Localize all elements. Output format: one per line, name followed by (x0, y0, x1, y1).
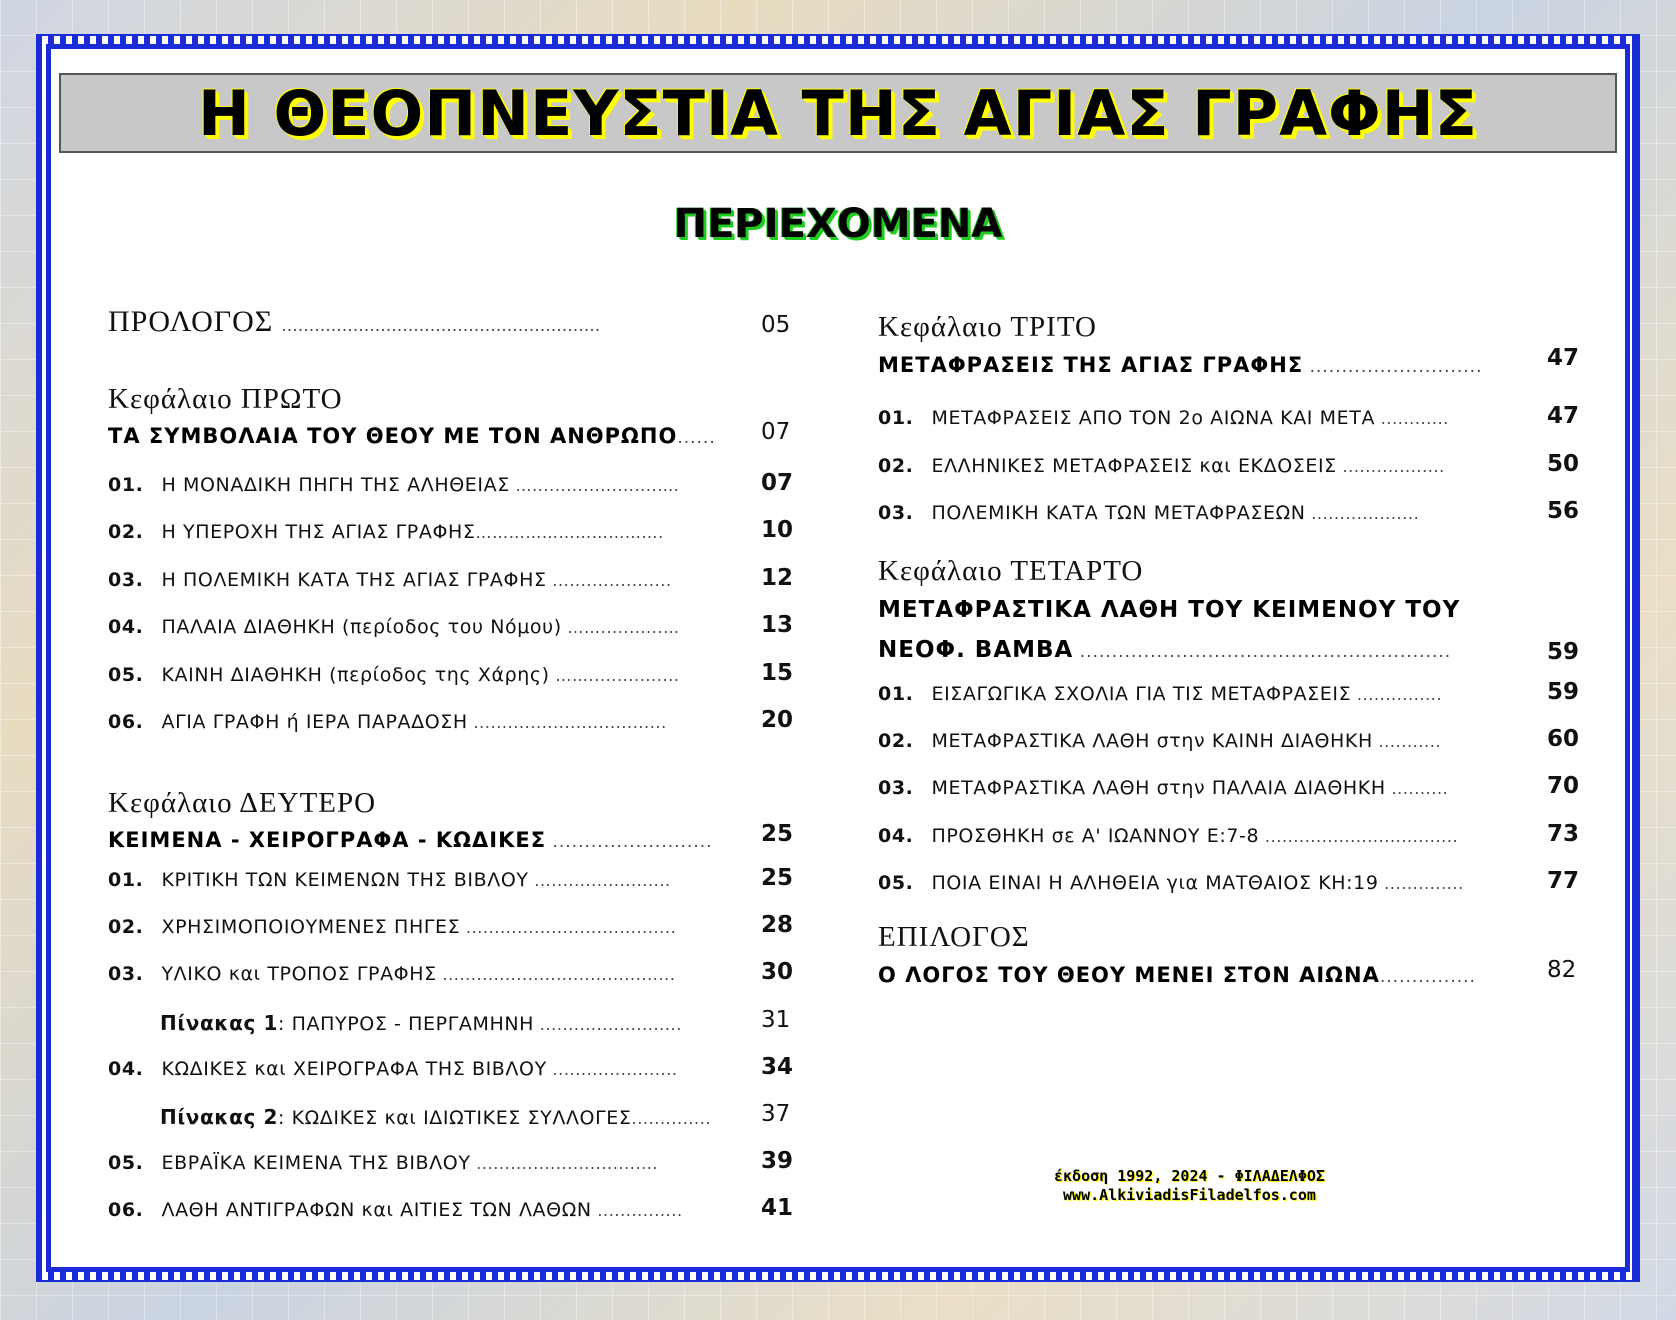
entry-dots: ............... (591, 1201, 683, 1221)
prologue-label: ΠΡΟΛΟΓΟΣ (108, 305, 274, 338)
entry-dots: .......... (1385, 779, 1449, 799)
entry-number: 02. (878, 730, 914, 753)
title-banner (59, 73, 1617, 153)
toc-entry (108, 1199, 683, 1221)
toc-entry (878, 777, 1448, 799)
entry-dots: .............. (631, 1109, 712, 1128)
chapter2-subtitle-text: ΚΕΙΜΕΝΑ - ΧΕΙΡΟΓΡΑΦΑ - ΚΩΔΙΚΕΣ (108, 828, 547, 852)
chapter3-subtitle-page: 47 (1547, 345, 1580, 371)
chapter1-subtitle-dots: ...... (677, 428, 716, 448)
entry-page: 77 (1547, 867, 1580, 894)
entry-dots: ......................................... (436, 965, 676, 985)
toc-entry (878, 730, 1441, 752)
content-area (48, 46, 1628, 1270)
entry-title: ΕΒΡΑΪΚΑ ΚΕΙΜΕΝΑ ΤΗΣ ΒΙΒΛΟΥ (161, 1152, 471, 1175)
entry-dots: ...................... (546, 1059, 678, 1079)
entry-title: ΑΓΙΑ ΓΡΑΦΗ ή ΙΕΡΑ ΠΑΡΑΔΟΣΗ (161, 711, 468, 733)
toc-entry (108, 916, 676, 938)
chapter1-heading: Κεφάλαιο ΠΡΩΤΟ (108, 383, 343, 415)
entry-number: 06. (108, 1199, 144, 1222)
entry-page: 30 (761, 959, 794, 986)
entry-page: 13 (761, 612, 794, 639)
entry-number: 03. (878, 502, 914, 524)
toc-entry (878, 825, 1458, 847)
chapter4-subtitle-text: ΝΕΟΦ. ΒΑΜΒΑ (878, 637, 1074, 663)
entry-page: 73 (1547, 820, 1580, 847)
chapter2-subtitle-page: 25 (761, 821, 794, 847)
entry-title: Η ΠΟΛΕΜΙΚΗ ΚΑΤΑ ΤΗΣ ΑΓΙΑΣ ΓΡΑΦΗΣ (161, 568, 547, 591)
entry-title: ΥΛΙΚΟ και ΤΡΟΠΟΣ ΓΡΑΦΗΣ (161, 963, 437, 986)
entry-dots: ........................ (528, 871, 671, 890)
entry-page: 39 (761, 1148, 794, 1175)
chapter1-subtitle (108, 424, 716, 448)
entry-page: 59 (1547, 679, 1580, 705)
entry-title: Η ΥΠΕΡΟΧΗ ΤΗΣ ΑΓΙΑΣ ΓΡΑΦΗΣ (161, 521, 476, 544)
page-title: Η ΘΕΟΠΝΕΥΣΤΙΑ ΤΗΣ ΑΓΙΑΣ ΓΡΑΦΗΣ (197, 76, 1479, 150)
entry-title: ΠΟΙΑ ΕΙΝΑΙ Η ΑΛΗΘΕΙΑ για ΜΑΤΘΑΙΟΣ ΚΗ:19 (931, 871, 1379, 894)
entry-title: ΜΕΤΑΦΡΑΣΕΙΣ ΑΠΟ ΤΟΝ 2ο ΑΙΩΝΑ ΚΑΙ ΜΕΤΑ (931, 407, 1376, 429)
chapter1-subtitle-page: 07 (761, 419, 791, 445)
entry-number: 01. (108, 474, 144, 496)
chapter3-heading: Κεφάλαιο ΤΡΙΤΟ (878, 311, 1097, 343)
entry-page: 28 (761, 912, 794, 939)
toc-entry (108, 1058, 678, 1080)
toc-entry (108, 616, 680, 638)
entry-number: 04. (108, 616, 144, 639)
entry-page: 31 (761, 1006, 791, 1033)
toc-entry (878, 872, 1464, 894)
entry-number: 03. (108, 568, 144, 591)
entry-number: 04. (108, 1057, 144, 1080)
toc-entry (108, 474, 680, 496)
toc-entry (160, 1011, 682, 1035)
chapter4-heading: Κεφάλαιο ΤΕΤΑΡΤΟ (878, 555, 1144, 587)
entry-number: 02. (878, 454, 914, 477)
entry-dots: ..................... (546, 570, 672, 590)
entry-title: ΠΟΛΕΜΙΚΗ ΚΑΤΑ ΤΩΝ ΜΕΤΑΦΡΑΣΕΩΝ (931, 502, 1306, 524)
entry-page: 25 (761, 865, 794, 891)
toc-entry (108, 1152, 658, 1174)
entry-page: 60 (1547, 726, 1580, 753)
entry-page: 50 (1547, 450, 1580, 477)
entry-title: ΜΕΤΑΦΡΑΣΤΙΚΑ ΛΑΘΗ στην ΠΑΛΑΙΑ ΔΙΑΘΗΚΗ (931, 777, 1386, 800)
entry-page: 37 (761, 1101, 791, 1127)
toc-entry (878, 455, 1445, 477)
entry-page: 47 (1547, 403, 1580, 429)
entry-title: ΠΡΟΣΘΗΚΗ σε Α' ΙΩΑΝΝΟΥ Ε:7-8 (931, 824, 1260, 847)
prologue-page: 05 (761, 312, 791, 338)
entry-dots: ......................... (534, 1014, 682, 1034)
entry-title: ΜΕΤΑΦΡΑΣΤΙΚΑ ΛΑΘΗ στην ΚΑΙΝΗ ΔΙΑΘΗΚΗ (931, 730, 1373, 753)
chapter2-subtitle (108, 828, 713, 852)
entry-page: 07 (761, 470, 794, 496)
entry-dots: ............... (1351, 685, 1443, 704)
website-text: www.AlkiviadisFiladelfos.com (1063, 1186, 1316, 1204)
entry-page: 56 (1547, 498, 1580, 524)
chapter3-subtitle-text: ΜΕΤΑΦΡΑΣΕΙΣ ΤΗΣ ΑΓΙΑΣ ΓΡΑΦΗΣ (878, 353, 1304, 377)
entry-title: Η ΜΟΝΑΔΙΚΗ ΠΗΓΗ ΤΗΣ ΑΛΗΘΕΙΑΣ (161, 474, 510, 496)
toc-entry (108, 569, 672, 591)
entry-dots: .................. (1336, 456, 1445, 476)
entry-dots: .................................. (1259, 826, 1459, 846)
toc-entry (108, 711, 667, 733)
toc-entry (160, 1105, 711, 1129)
chapter2-heading: Κεφάλαιο ΔΕΥΤΕΡΟ (108, 787, 377, 819)
chapter1-subtitle-text: ΤΑ ΣΥΜΒΟΛΑΙΑ ΤΟΥ ΘΕΟΥ ΜΕ ΤΟΝ ΑΝΘΡΩΠΟ (108, 424, 678, 448)
entry-number: 02. (108, 521, 144, 544)
footer-credits (1054, 1167, 1325, 1205)
entry-title: ΧΡΗΣΙΜΟΠΟΙΟΥΜΕΝΕΣ ΠΗΓΕΣ (161, 916, 461, 939)
entry-page: 10 (761, 517, 794, 544)
entry-page: 41 (761, 1195, 794, 1222)
entry-page: 34 (761, 1053, 794, 1080)
epilogue-subtitle-dots: ............... (1379, 967, 1476, 987)
entry-number: 04. (878, 824, 914, 847)
entry-dots: .............. (1378, 873, 1464, 893)
table-label: Πίνακας 1 (160, 1010, 278, 1035)
entry-number: 03. (878, 777, 914, 800)
entry-title: ΚΩΔΙΚΕΣ και ΧΕΙΡΟΓΡΑΦΑ ΤΗΣ ΒΙΒΛΟΥ (161, 1057, 547, 1080)
epilogue-heading: ΕΠΙΛΟΓΟΣ (878, 921, 1030, 953)
entry-number: 01. (878, 407, 914, 429)
entry-dots: ................... (1305, 504, 1420, 523)
prologue-dots: .......................................................... (281, 315, 601, 335)
entry-dots: …......................…. (509, 476, 680, 495)
prologue-entry (108, 305, 601, 339)
chapter4-subtitle-page: 59 (1547, 639, 1580, 665)
entry-number: 05. (108, 663, 144, 686)
entry-title: : ΠΑΠΥΡΟΣ - ΠΕΡΓΑΜΗΝΗ (277, 1012, 535, 1035)
entry-dots: ……………………………. (475, 523, 664, 543)
chapter4-subtitle-line2 (878, 637, 1451, 663)
entry-title: ΚΡΙΤΙΚΗ ΤΩΝ ΚΕΙΜΕΝΩΝ ΤΗΣ ΒΙΒΛΟΥ (161, 869, 529, 891)
contents-heading: ΠΕΡΙΕΧΟΜΕΝΑ (673, 201, 1003, 247)
entry-page: 15 (761, 659, 794, 686)
entry-page: 12 (761, 564, 794, 591)
toc-entry (108, 664, 680, 686)
chapter4-subtitle-dots: .......................................................... (1073, 642, 1452, 662)
toc-entry (878, 683, 1442, 705)
table-label: Πίνακας 2 (160, 1105, 278, 1129)
toc-entry (878, 502, 1419, 524)
chapter3-subtitle-dots: ........................... (1303, 357, 1483, 377)
toc-entry (108, 869, 671, 891)
entry-dots: ……................ (549, 665, 680, 685)
entry-number: 01. (108, 869, 144, 891)
toc-entry (878, 407, 1449, 429)
entry-dots: ..................................... (460, 918, 677, 938)
entry-number: 05. (108, 1152, 144, 1175)
entry-title: ΠΑΛΑΙΑ ΔΙΑΘΗΚΗ (περίοδος του Νόμου) (161, 616, 562, 639)
toc-entry (108, 521, 664, 543)
entry-title: ΕΙΣΑΓΩΓΙΚΑ ΣΧΟΛΙΑ ΓΙΑ ΤΙΣ ΜΕΤΑΦΡΑΣΕΙΣ (931, 683, 1352, 705)
entry-number: 06. (108, 711, 144, 733)
entry-title: ΕΛΛΗΝΙΚΕΣ ΜΕΤΑΦΡΑΣΕΙΣ και ΕΚΔΟΣΕΙΣ (931, 454, 1337, 477)
entry-number: 01. (878, 683, 914, 705)
entry-dots: ............ (1375, 409, 1449, 428)
toc-entry (108, 963, 676, 985)
entry-dots: ........... (1372, 732, 1442, 752)
entry-dots: .................................. (467, 713, 667, 732)
entry-number: 03. (108, 963, 144, 986)
edition-text: έκδοση 1992, 2024 - ΦΙΛΑΔΕΛΦΟΣ (1054, 1167, 1325, 1185)
entry-page: 70 (1547, 773, 1580, 800)
epilogue-page: 82 (1547, 957, 1577, 983)
entry-title: ΛΑΘΗ ΑΝΤΙΓΡΑΦΩΝ και ΑΙΤΙΕΣ ΤΩΝ ΛΑΘΩΝ (161, 1199, 592, 1222)
chapter4-subtitle-line1: ΜΕΤΑΦΡΑΣΤΙΚΑ ΛΑΘΗ ΤΟΥ ΚΕΙΜΕΝΟΥ ΤΟΥ (878, 597, 1461, 623)
entry-number: 05. (878, 871, 914, 894)
epilogue-subtitle (878, 963, 1476, 987)
entry-title: : ΚΩΔΙΚΕΣ και ΙΔΙΩΤΙΚΕΣ ΣΥΛΛΟΓΕΣ (277, 1107, 632, 1129)
entry-page: 20 (761, 707, 794, 733)
chapter3-subtitle (878, 353, 1483, 377)
page-sheet (36, 34, 1640, 1282)
entry-number: 02. (108, 916, 144, 939)
entry-title: ΚΑΙΝΗ ΔΙΑΘΗΚΗ (περίοδος της Χάρης) (161, 663, 550, 686)
epilogue-subtitle-text: Ο ΛΟΓΟΣ ΤΟΥ ΘΕΟΥ ΜΕΝΕΙ ΣΤΟΝ ΑΙΩΝΑ (878, 963, 1380, 987)
entry-dots: ……...........… (561, 618, 680, 638)
chapter2-subtitle-dots: ......................... (546, 832, 713, 852)
entry-dots: ................................ (470, 1154, 659, 1174)
